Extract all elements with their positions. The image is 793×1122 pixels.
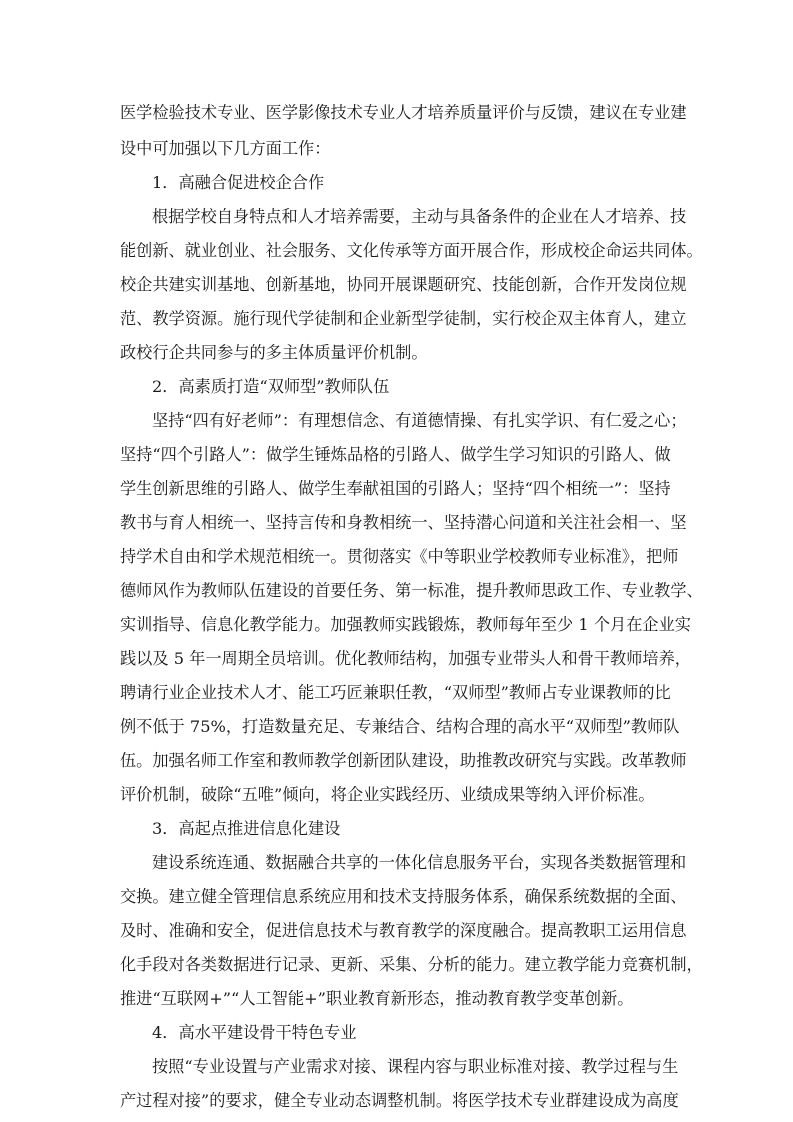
paragraph-line: 坚持“四有好老师”：有理想信念、有道德情操、有扎实学识、有仁爱之心； <box>152 411 687 430</box>
paragraph-line: 实训指导、信息化教学能力。加强教师实践锻炼，教师每年至少 1 个月在企业实 <box>120 615 691 634</box>
section-heading: 4．高水平建设骨干特色专业 <box>152 1023 357 1042</box>
paragraph-line: 按照“专业设置与产业需求对接、课程内容与职业标准对接、教学过程与生 <box>152 1057 679 1076</box>
paragraph-line: 德师风作为教师队伍建设的首要任务、第一标准，提升教师思政工作、专业教学、 <box>120 581 703 600</box>
paragraph-line: 化手段对各类数据进行记录、更新、采集、分析的能力。建立教学能力竞赛机制， <box>120 955 703 974</box>
intro-line: 设中可加强以下几方面工作： <box>120 139 331 158</box>
section-heading: 3．高起点推进信息化建设 <box>152 819 341 838</box>
section-heading: 2．高素质打造“双师型”教师队伍 <box>152 377 390 396</box>
paragraph-line: 根据学校自身特点和人才培养需要，主动与具备条件的企业在人才培养、技 <box>152 207 687 226</box>
intro-line: 医学检验技术专业、医学影像技术专业人才培养质量评价与反馈，建议在专业建 <box>120 103 687 122</box>
paragraph-line: 推进“互联网+”“人工智能+”职业教育新形态，推动教育教学变革创新。 <box>120 989 634 1008</box>
paragraph-line: 学生创新思维的引路人、做学生奉献祖国的引路人；坚持“四个相统一”：坚持 <box>120 479 671 498</box>
paragraph-line: 聘请行业企业技术人才、能工巧匠兼职任教，“双师型”教师占专业课教师的比 <box>120 683 671 702</box>
paragraph-line: 评价机制，破除“五唯”倾向，将企业实践经历、业绩成果等纳入评价标准。 <box>120 785 655 804</box>
paragraph-line: 教书与育人相统一、坚持言传和身教相统一、坚持潜心问道和关注社会相一、坚 <box>120 513 687 532</box>
paragraph-line: 及时、准确和安全，促进信息技术与教育教学的深度融合。提高教职工运用信息 <box>120 921 687 940</box>
paragraph-line: 例不低于 75%，打造数量充足、专兼结合、结构合理的高水平“双师型”教师队 <box>120 717 680 736</box>
paragraph-line: 能创新、就业创业、社会服务、文化传承等方面开展合作，形成校企命运共同体。 <box>120 241 703 260</box>
paragraph-line: 坚持“四个引路人”：做学生锤炼品格的引路人、做学生学习知识的引路人、做 <box>120 445 671 464</box>
paragraph-line: 政校行企共同参与的多主体质量评价机制。 <box>120 343 428 362</box>
paragraph-line: 交换。建立健全管理信息系统应用和技术支持服务体系，确保系统数据的全面、 <box>120 887 687 906</box>
paragraph-line: 持学术自由和学术规范相统一。贯彻落实《中等职业学校教师专业标准》，把师 <box>120 547 679 566</box>
paragraph-line: 范、教学资源。施行现代学徒制和企业新型学徒制，实行校企双主体育人，建立 <box>120 309 687 328</box>
paragraph-line: 产过程对接”的要求，健全专业动态调整机制。将医学技术专业群建设成为高度 <box>120 1091 679 1110</box>
paragraph-line: 校企共建实训基地、创新基地，协同开展课题研究、技能创新，合作开发岗位规 <box>120 275 687 294</box>
paragraph-line: 践以及 5 年一周期全员培训。优化教师结构，加强专业带头人和骨干教师培养， <box>120 649 691 668</box>
section-heading: 1．高融合促进校企合作 <box>152 173 325 192</box>
paragraph-line: 建设系统连通、数据融合共享的一体化信息服务平台，实现各类数据管理和 <box>152 853 687 872</box>
paragraph-line: 伍。加强名师工作室和教师教学创新团队建设，助推教改研究与实践。改革教师 <box>120 751 687 770</box>
